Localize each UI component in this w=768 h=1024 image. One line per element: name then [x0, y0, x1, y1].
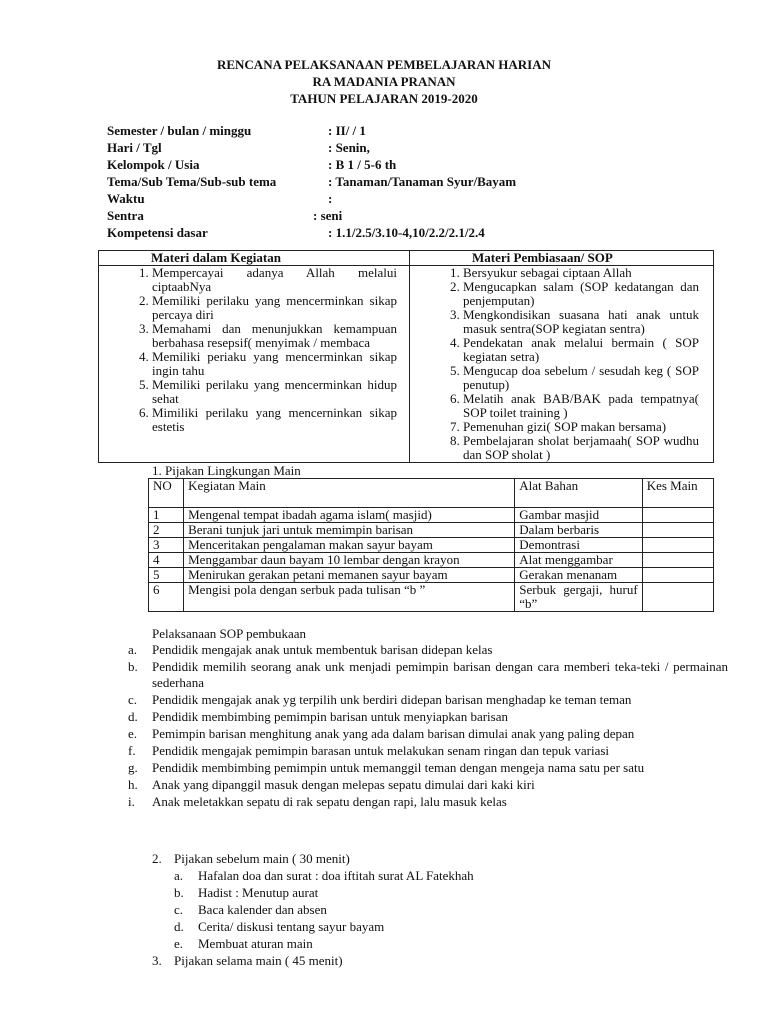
item-marker: 3.	[152, 953, 162, 968]
sop-section	[128, 625, 728, 811]
cell-alat: Alat menggambar	[515, 553, 642, 568]
item-text: Baca kalender dan absen	[198, 902, 327, 917]
cell-kegiatan: Menirukan gerakan petani memanen sayur bayam	[184, 568, 515, 583]
list-item	[152, 901, 712, 918]
cell-kes	[642, 508, 713, 523]
list-item	[152, 867, 712, 884]
list-item: 3. Memahami dan menunjukkan kemampuan berbahasa resepsif( menyimak / membaca	[152, 322, 409, 350]
pijakan-lingkungan-title: 1. Pijakan Lingkungan Main	[152, 463, 301, 478]
list-item: 4. Pendekatan anak melalui bermain ( SOP kegiatan setra)	[463, 336, 713, 364]
cell-kes	[642, 583, 713, 612]
list-item	[128, 726, 728, 742]
list-item: 7. Pemenuhan gizi( SOP makan bersama)	[463, 420, 713, 434]
info-row-kelompok	[107, 156, 667, 173]
materi-sop-list	[410, 266, 713, 462]
info-label: Waktu	[107, 191, 145, 206]
item-text: Hafalan doa dan surat : doa iftitah surat AL Fatekhah	[198, 868, 474, 883]
doc-title-line2: RA MADANIA PRANAN	[312, 74, 456, 89]
item-marker: h.	[128, 777, 138, 792]
item-marker: e.	[174, 936, 184, 951]
item-text: Pendidik mengajak anak untuk membentuk barisan didepan kelas	[152, 642, 493, 657]
info-label: Semester / bulan / minggu	[107, 123, 252, 138]
cell-kes	[642, 538, 713, 553]
item-text: Pendidik mengajak anak yg terpilih unk berdiri didepan barisan menghadap ke teman teman	[152, 692, 632, 707]
item-marker: 2.	[152, 851, 162, 866]
table-row	[149, 568, 714, 583]
col-header-alat: Alat Bahan	[515, 479, 642, 508]
sop-title: Pelaksanaan SOP pembukaan	[152, 626, 307, 641]
cell-kes	[642, 568, 713, 583]
list-item: 1. Mempercayai adanya Allah melalui ciptaabNya	[152, 266, 409, 294]
list-item: 6. Melatih anak BAB/BAK pada tempatnya( SOP toilet training )	[463, 392, 713, 420]
list-item	[152, 918, 712, 935]
item-marker: f.	[128, 743, 136, 758]
info-value: : B 1 / 5-6 th	[328, 157, 397, 172]
item-marker: a.	[174, 868, 184, 883]
item-marker: i.	[128, 794, 135, 809]
materi-kegiatan-cell	[99, 266, 410, 463]
cell-kes	[642, 523, 713, 538]
materi-kegiatan-list	[99, 266, 409, 434]
item-text: Pendidik membimbing pemimpin barisan untuk menyiapkan barisan	[152, 709, 508, 724]
item-marker: b.	[174, 885, 184, 900]
item-text: Cerita/ diskusi tentang sayur bayam	[198, 919, 385, 934]
info-value: : Senin,	[328, 140, 370, 155]
item-text: Hadist : Menutup aurat	[198, 885, 319, 900]
materi-body-row	[99, 266, 714, 463]
cell-no: 4	[149, 553, 184, 568]
list-item	[128, 709, 728, 725]
info-value: : seni	[313, 208, 343, 223]
list-item: 2. Memiliki perilaku yang mencerminkan sikap percaya diri	[152, 294, 409, 322]
cell-no: 3	[149, 538, 184, 553]
cell-alat: Gambar masjid	[515, 508, 642, 523]
info-value: : II/ / 1	[328, 123, 366, 138]
list-item: 3. Mengkondisikan suasana hati anak untuk masuk sentra(SOP kegiatan sentra)	[463, 308, 713, 336]
list-item	[128, 760, 728, 776]
cell-kegiatan: Menggambar daun bayam 10 lembar dengan krayon	[184, 553, 515, 568]
cell-no: 5	[149, 568, 184, 583]
list-item	[152, 935, 712, 952]
item-text: Pendidik mengajak pemimpin barasan untuk melakukan senam ringan dan tepuk variasi	[152, 743, 610, 758]
doc-title-line3: TAHUN PELAJARAN 2019-2020	[290, 91, 478, 106]
table-row	[149, 523, 714, 538]
materi-header-kegiatan: Materi dalam Kegiatan	[99, 251, 410, 266]
info-block	[107, 122, 667, 241]
cell-no: 2	[149, 523, 184, 538]
item-marker: c.	[128, 692, 138, 707]
item-marker: c.	[174, 902, 184, 917]
list-item: 8. Pembelajaran sholat berjamaah( SOP wudhu dan SOP sholat )	[463, 434, 713, 462]
cell-kegiatan: Mengenal tempat ibadah agama islam( masjid)	[184, 508, 515, 523]
list-item	[128, 743, 728, 759]
info-label: Kompetensi dasar	[107, 225, 208, 240]
table-row	[149, 553, 714, 568]
info-row-waktu	[107, 190, 667, 207]
item-text: Anak meletakkan sepatu di rak sepatu dengan rapi, lalu masuk kelas	[152, 794, 507, 809]
item-text: Pendidik membimbing pemimpin untuk memanggil teman dengan mengeja nama satu per satu	[152, 760, 645, 775]
cell-no: 6	[149, 583, 184, 612]
materi-header-row	[99, 251, 714, 266]
info-value: : 1.1/2.5/3.10-4,10/2.2/2.1/2.4	[328, 225, 485, 240]
list-item: 5. Mengucap doa sebelum / sesudah keg ( SOP penutup)	[463, 364, 713, 392]
cell-kegiatan: Mengisi pola dengan serbuk pada tulisan “b ”	[184, 583, 515, 612]
info-label: Hari / Tgl	[107, 140, 162, 155]
list-item: 4. Memiliki periaku yang mencerminkan sikap ingin tahu	[152, 350, 409, 378]
item-text: Membuat aturan main	[198, 936, 313, 951]
table-row	[149, 508, 714, 523]
list-item: 6. Mimiliki perilaku yang mencerninkan sikap estetis	[152, 406, 409, 434]
list-item: 2. Mengucapkan salam (SOP kedatangan dan penjemputan)	[463, 280, 713, 308]
pijakan-sebelum-section	[152, 850, 712, 969]
info-row-kompetensi	[107, 224, 667, 241]
doc-title-line1: RENCANA PELAKSANAAN PEMBELAJARAN HARIAN	[216, 57, 552, 72]
list-item	[128, 659, 728, 691]
cell-no: 1	[149, 508, 184, 523]
item-marker: e.	[128, 726, 138, 741]
item-marker: g.	[128, 760, 138, 775]
cell-alat: Serbuk gergaji, huruf “b”	[515, 583, 642, 612]
info-label: Sentra	[107, 208, 144, 223]
item-text: Pijakan sebelum main ( 30 menit)	[174, 851, 350, 866]
item-text: Pijakan selama main ( 45 menit)	[174, 953, 343, 968]
cell-alat: Dalam berbaris	[515, 523, 642, 538]
col-header-kegiatan: Kegiatan Main	[184, 479, 515, 508]
materi-table	[98, 250, 714, 463]
cell-alat: Demontrasi	[515, 538, 642, 553]
pijakan-selama-title	[152, 952, 712, 969]
info-value: : Tanaman/Tanaman Syur/Bayam	[328, 174, 517, 189]
col-header-no: NO	[149, 479, 184, 508]
kegiatan-main-table	[148, 478, 714, 612]
info-row-sentra	[107, 207, 667, 224]
list-item	[128, 692, 728, 708]
materi-sop-cell	[410, 266, 714, 463]
info-row-tema	[107, 173, 667, 190]
info-row-hari	[107, 139, 667, 156]
table-header-row	[149, 479, 714, 508]
list-item: 5. Memiliki perilaku yang mencerminkan hidup sehat	[152, 378, 409, 406]
col-header-kes: Kes Main	[642, 479, 713, 508]
cell-alat: Gerakan menanam	[515, 568, 642, 583]
list-item	[128, 794, 728, 810]
cell-kes	[642, 553, 713, 568]
info-label: Tema/Sub Tema/Sub-sub tema	[107, 174, 277, 189]
table-row	[149, 538, 714, 553]
list-item	[128, 642, 728, 658]
list-item	[128, 777, 728, 793]
info-value: :	[328, 191, 333, 206]
list-item: 1. Bersyukur sebagai ciptaan Allah	[463, 266, 713, 280]
item-marker: a.	[128, 642, 138, 657]
item-text: Pendidik memilih seorang anak unk menjadi pemimpin barisan dengan cara memberi teka-teki / permainan sederhana	[152, 659, 728, 690]
table-row	[149, 583, 714, 612]
cell-kegiatan: Berani tunjuk jari untuk memimpin barisan	[184, 523, 515, 538]
item-marker: d.	[174, 919, 184, 934]
item-text: Pemimpin barisan menghitung anak yang ada dalam barisan dimulai anak yang paling depan	[152, 726, 635, 741]
list-item	[152, 884, 712, 901]
item-text: Anak yang dipanggil masuk dengan melepas sepatu dimulai dari kaki kiri	[152, 777, 535, 792]
info-row-semester	[107, 122, 667, 139]
item-marker: d.	[128, 709, 138, 724]
cell-kegiatan: Menceritakan pengalaman makan sayur bayam	[184, 538, 515, 553]
info-label: Kelompok / Usia	[107, 157, 200, 172]
item-marker: b.	[128, 659, 138, 674]
pijakan-sebelum-title	[152, 850, 712, 867]
materi-header-sop: Materi Pembiasaan/ SOP	[410, 251, 714, 266]
